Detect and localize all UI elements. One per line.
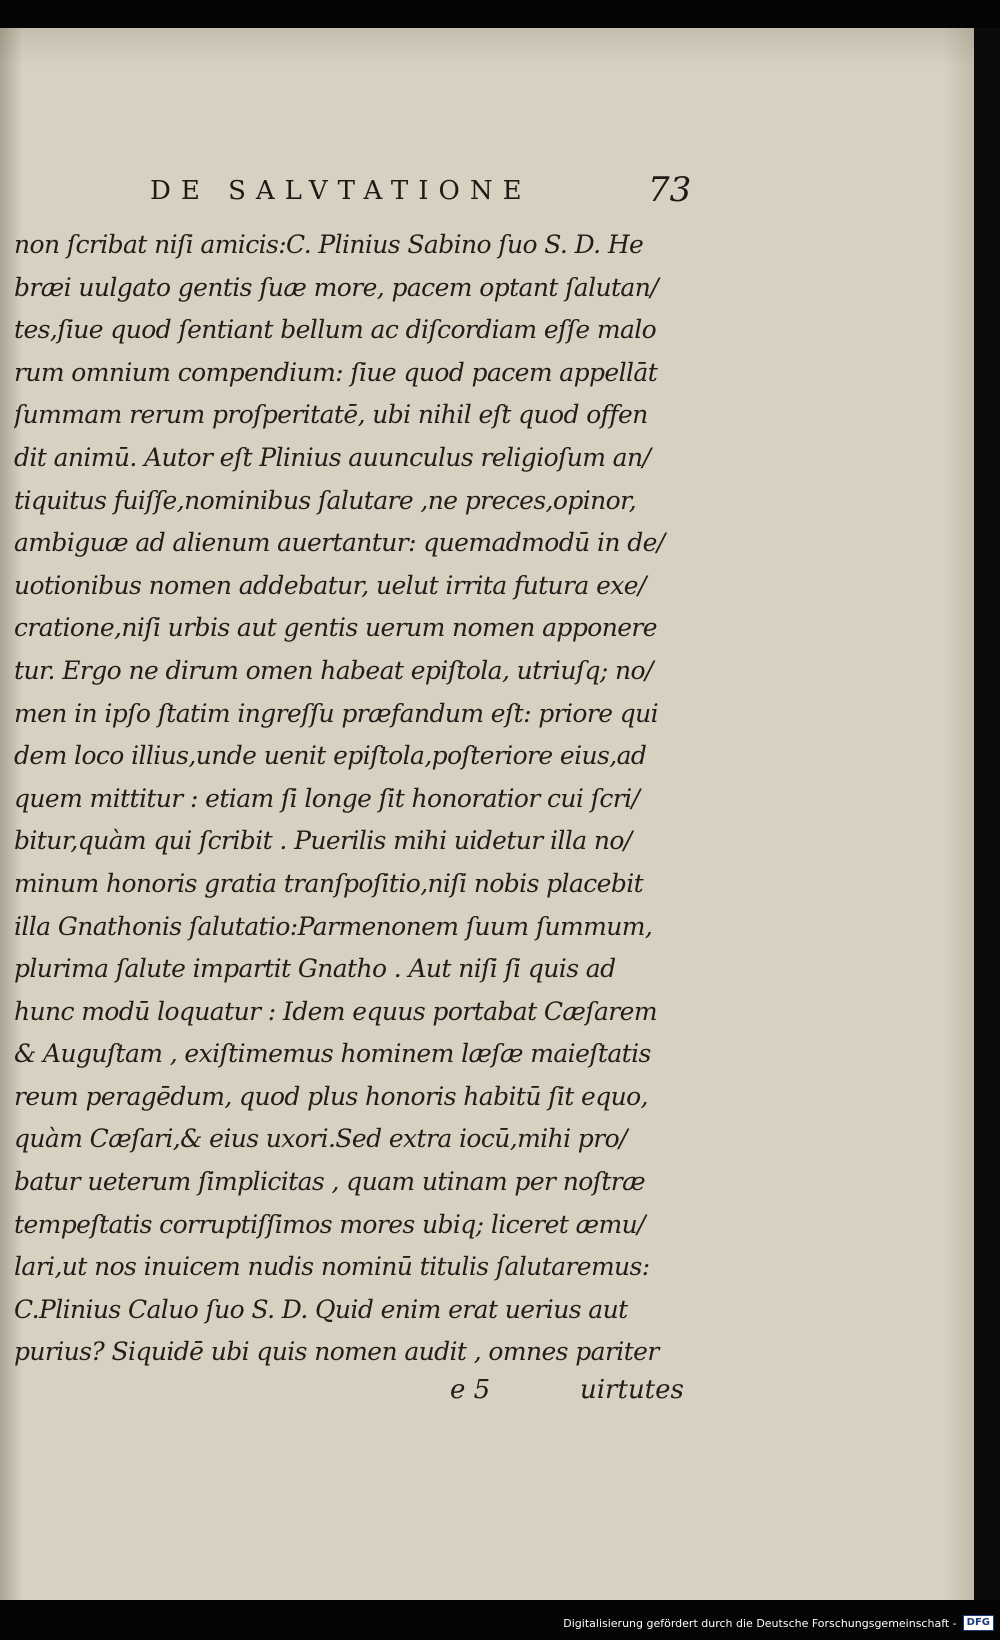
catchline — [0, 1368, 690, 1412]
text-line: tur. Ergo ne dirum omen habeat epiſtola, utriuſq; no/ — [14, 655, 653, 685]
text-line: uotionibus nomen addebatur, uelut irrita futura exe/ — [14, 570, 646, 600]
text-line: batur ueterum ſimplicitas , quam utinam per noſtræ — [14, 1167, 646, 1197]
signature-mark: e 5 — [450, 1375, 491, 1405]
catchword: uirtutes — [580, 1375, 684, 1405]
dfg-logo: DFG — [963, 1615, 994, 1631]
page-number: 73 — [648, 170, 692, 210]
running-head: DE SALVTATIONE — [150, 176, 532, 206]
page-edge-shadow — [974, 28, 1000, 1600]
funding-footer — [563, 1612, 994, 1634]
body-text — [14, 224, 690, 1374]
text-line: rum omnium compendium: ſiue quod pacem appellāt — [14, 357, 658, 387]
text-line: quàm Cæſari,& eius uxori.Sed extra iocū,mihi pro/ — [14, 1124, 627, 1154]
text-line: bitur,quàm qui ſcribit . Puerilis mihi uidetur illa no/ — [14, 826, 632, 856]
text-line: plurima ſalute impartit Gnatho . Aut niſi ſi quis ad — [14, 954, 616, 984]
text-line: dem loco illius,unde uenit epiſtola,poſteriore eius,ad — [14, 741, 647, 771]
text-line: men in ipſo ſtatim ingreſſu præfandum eſt: priore qui — [14, 698, 659, 728]
text-line: tiquitus fuiſſe,nominibus ſalutare ,ne preces,opinor, — [14, 485, 637, 515]
text-line: tempeſtatis corruptiſſimos mores ubiq; liceret æmu/ — [14, 1209, 645, 1239]
funding-note: Digitalisierung gefördert durch die Deutsche Forschungsgemeinschaft - — [563, 1616, 957, 1630]
text-line: lari,ut nos inuicem nudis nominū titulis ſalutaremus: — [14, 1252, 650, 1282]
book-page — [0, 28, 974, 1600]
text-line: ſummam rerum proſperitatē, ubi nihil eſt quod offen — [14, 400, 648, 430]
text-line: & Auguſtam , exiſtimemus hominem læſæ maieſtatis — [14, 1039, 651, 1069]
text-line: ambiguæ ad alienum auertantur: quemadmodū in de/ — [14, 528, 665, 558]
text-line: quem mittitur : etiam ſi longe ſit honoratior cui ſcri/ — [14, 783, 640, 813]
text-line: minum honoris gratia tranſpoſitio,niſi nobis placebit — [14, 868, 644, 898]
text-line: purius? Siquidē ubi quis nomen audit , omnes pariter — [14, 1337, 659, 1367]
text-line: reum peragēdum, quod plus honoris habitū ſit equo, — [14, 1081, 648, 1111]
text-line: tes,ſiue quod ſentiant bellum ac diſcordiam eſſe malo — [14, 315, 657, 345]
text-line: cratione,niſi urbis aut gentis uerum nomen apponere — [14, 613, 657, 643]
text-line: C.Plinius Caluo ſuo S. D. Quid enim erat uerius aut — [14, 1294, 628, 1324]
text-line: non ſcribat niſi amicis:C. Plinius Sabino ſuo S. D. He — [14, 230, 644, 259]
text-line: bræi uulgato gentis ſuæ more, pacem optant ſalutan/ — [14, 272, 659, 302]
text-line: illa Gnathonis ſalutatio:Parmenonem ſuum ſummum, — [14, 911, 653, 941]
text-line: dit animū. Autor eſt Plinius auunculus religioſum an/ — [14, 442, 651, 472]
text-line: hunc modū loquatur : Idem equus portabat Cæſarem — [14, 996, 657, 1026]
